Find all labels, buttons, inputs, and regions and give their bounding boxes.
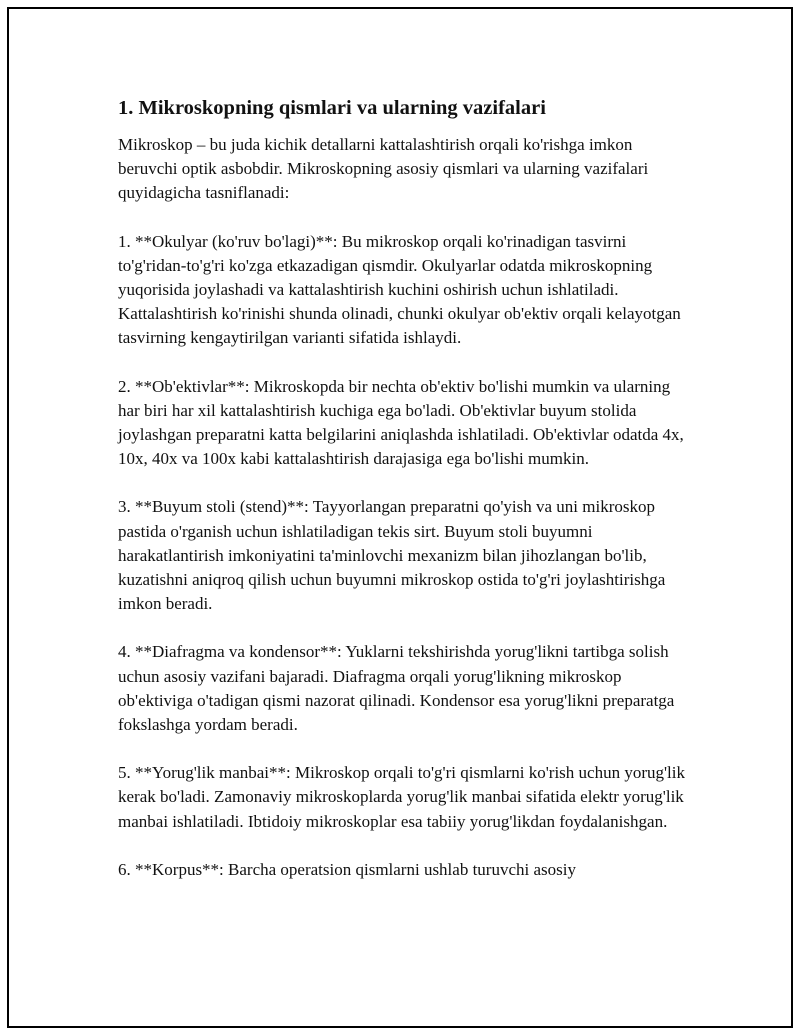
paragraph-yoruglik-manbai: 5. **Yorug'lik manbai**: Mikroskop orqali to'g'ri qismlarni ko'rish uchun yorug'lik kerak bo'ladi. Zamonaviy mikroskoplarda yorug'lik manbai sifatida elektr yorug'lik manbai ishlatiladi. Ibtidoiy mikroskoplar esa tabiiy yorug'likdan foydalanishgan. xyxy=(118,763,686,831)
section-heading: 1. Mikroskopning qismlari va ularning vazifalari xyxy=(118,97,546,119)
intro-paragraph: Mikroskop – bu juda kichik detallarni kattalashtirish orqali ko'rishga imkon beruvchi optik asbobdir. Mikroskopning asosiy qismlari va ularning vazifalari quyidagicha tasniflanadi: xyxy=(118,135,649,203)
paragraph-diafragma: 4. **Diafragma va kondensor**: Yuklarni tekshirishda yorug'likni tartibga solish uchun asosiy vazifani bajaradi. Diafragma orqali yorug'likning mikroskop ob'ektiviga o'tadigan qismi nazorat qilinadi. Kondensor esa yorug'likni preparatga fokslashga yordam beradi. xyxy=(118,642,675,735)
paragraph-obektivlar: 2. **Ob'ektivlar**: Mikroskopda bir nechta ob'ektiv bo'lishi mumkin va ularning har biri har xil kattalashtirish kuchiga ega bo'ladi. Ob'ektivlar buyum stolida joylashgan preparatni katta belgilarini aniqlashda ishlatiladi. Ob'ektivlar odatda 4x, 10x, 40x va 100x kabi kattalashtirish darajasiga ega bo'lishi mumkin. xyxy=(118,376,684,469)
paragraph-buyum-stoli: 3. **Buyum stoli (stend)**: Tayyorlangan preparatni qo'yish va uni mikroskop pastida o'rganish uchun ishlatiladigan tekis sirt. Buyum stoli buyumni harakatlantirish imkoniyatini ta'minlovchi mexanizm bilan jihozlangan bo'lib, kuzatishni aniqroq qilish uchun buyumni mikroskop ostida to'g'ri joylashtirishga imkon beradi. xyxy=(118,497,666,614)
paragraph-korpus: 6. **Korpus**: Barcha operatsion qismlarni ushlab turuvchi asosiy xyxy=(118,859,576,879)
paragraph-okulyar: 1. **Okulyar (ko'ruv bo'lagi)**: Bu mikroskop orqali ko'rinadigan tasvirni to'g'ridan-to'g'ri ko'zga etkazadigan qismdir. Okulyarlar odatda mikroskopning yuqorisida joylashadi va kattalashtirish kuchini oshirish uchun ishlatiladi. Kattalashtirish ko'rinishi shunda olinadi, chunki okulyar ob'ektiv orqali kelayotgan tasvirning kengaytirilgan varianti sifatida ishlaydi. xyxy=(118,231,681,348)
document-body xyxy=(118,95,688,882)
